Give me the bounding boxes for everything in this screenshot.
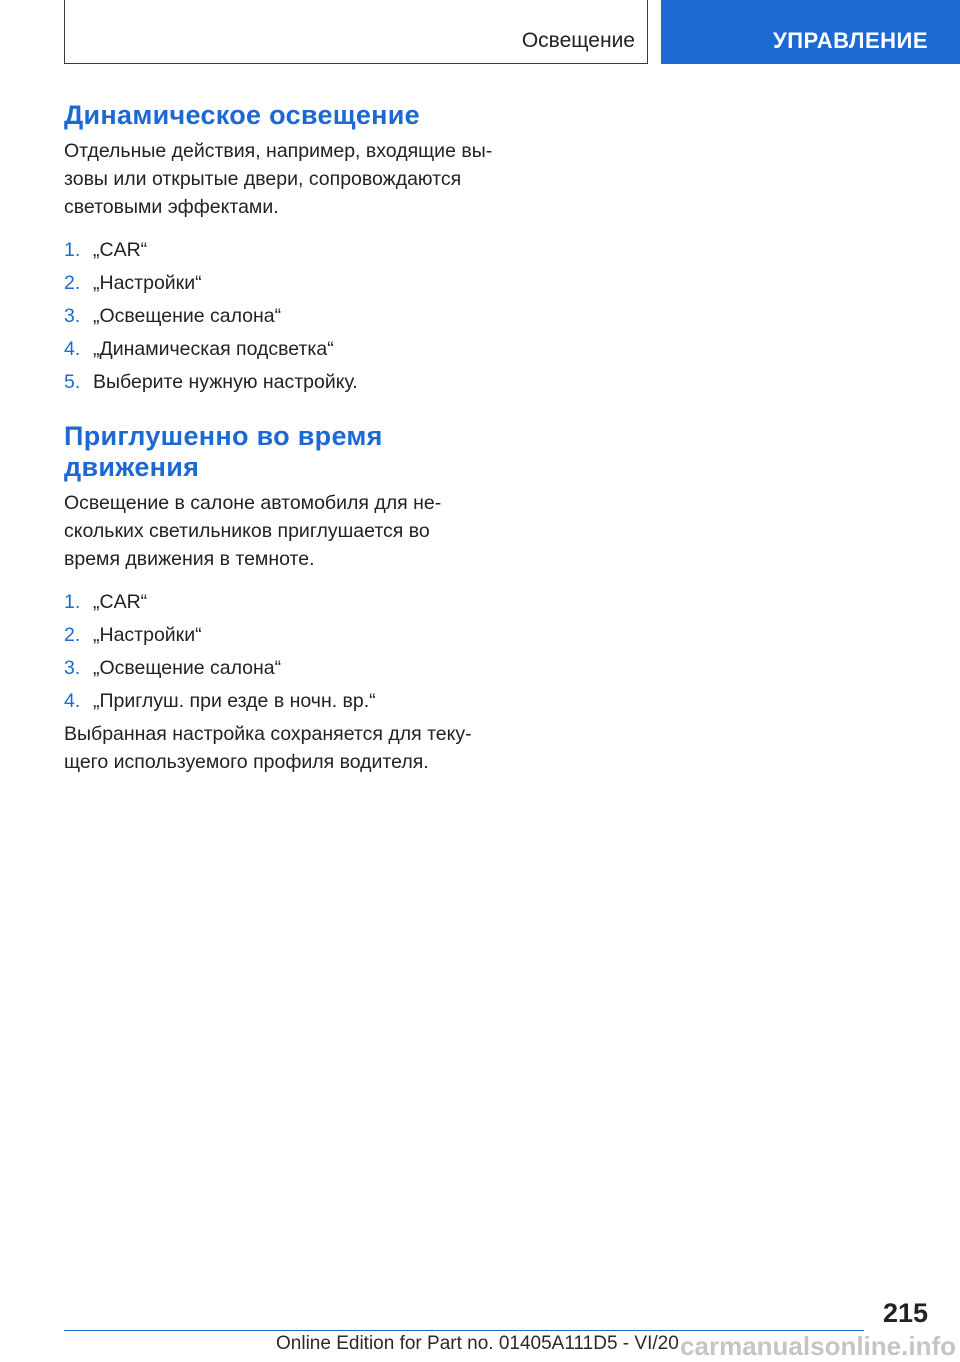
page-number: 215 [882,1298,928,1328]
step-text: „Приглуш. при езде в ночн. вр.“ [93,690,376,712]
step-item [64,335,504,368]
step-text: „CAR“ [93,239,148,261]
step-item [64,302,504,335]
step-item [64,654,504,687]
footer-edition: Online Edition for Part no. 01405A111D5 - VI/20 [276,1333,679,1354]
step-number: 2. [64,624,81,646]
section-note: Выбранная настройка сохраняется для теку- щего используемого профиля водителя. [64,723,472,773]
step-text: „Настройки“ [93,624,202,646]
step-text: „Настройки“ [93,272,202,294]
step-number: 5. [64,371,81,393]
step-text: „CAR“ [93,591,148,613]
page-content [64,100,504,776]
section-intro: Освещение в салоне автомобиля для не- скольких светильников приглушается во время движения в темноте. [64,492,442,570]
header-section-title: Освещение [521,29,635,52]
step-text: „Освещение салона“ [93,657,282,679]
step-item [64,621,504,654]
step-number: 3. [64,657,81,679]
header-section-box [64,0,648,64]
step-item [64,368,504,401]
watermark: carmanualsonline.info [680,1331,956,1361]
step-item [64,588,504,621]
step-item [64,269,504,302]
header-chapter-tab [661,0,960,64]
step-item [64,236,504,269]
step-text: „Динамическая подсветка“ [93,338,334,360]
header-chapter-title: УПРАВЛЕНИЕ [773,28,928,53]
step-number: 4. [64,338,81,360]
step-number: 1. [64,591,81,613]
steps-list [64,236,504,401]
step-number: 4. [64,690,81,712]
step-item [64,687,504,720]
step-text: Выберите нужную настройку. [93,371,358,393]
step-number: 1. [64,239,81,261]
step-number: 2. [64,272,81,294]
steps-list [64,588,504,720]
step-text: „Освещение салона“ [93,305,282,327]
section-dynamic-lighting [64,100,504,401]
section-title: Приглушенно во время движения [64,421,383,482]
section-dimmed-while-driving [64,421,504,776]
step-number: 3. [64,305,81,327]
section-intro: Отдельные действия, например, входящие вы- зовы или открытые двери, сопровождаются световыми эффектами. [64,140,493,218]
section-title: Динамическое освещение [64,100,420,130]
